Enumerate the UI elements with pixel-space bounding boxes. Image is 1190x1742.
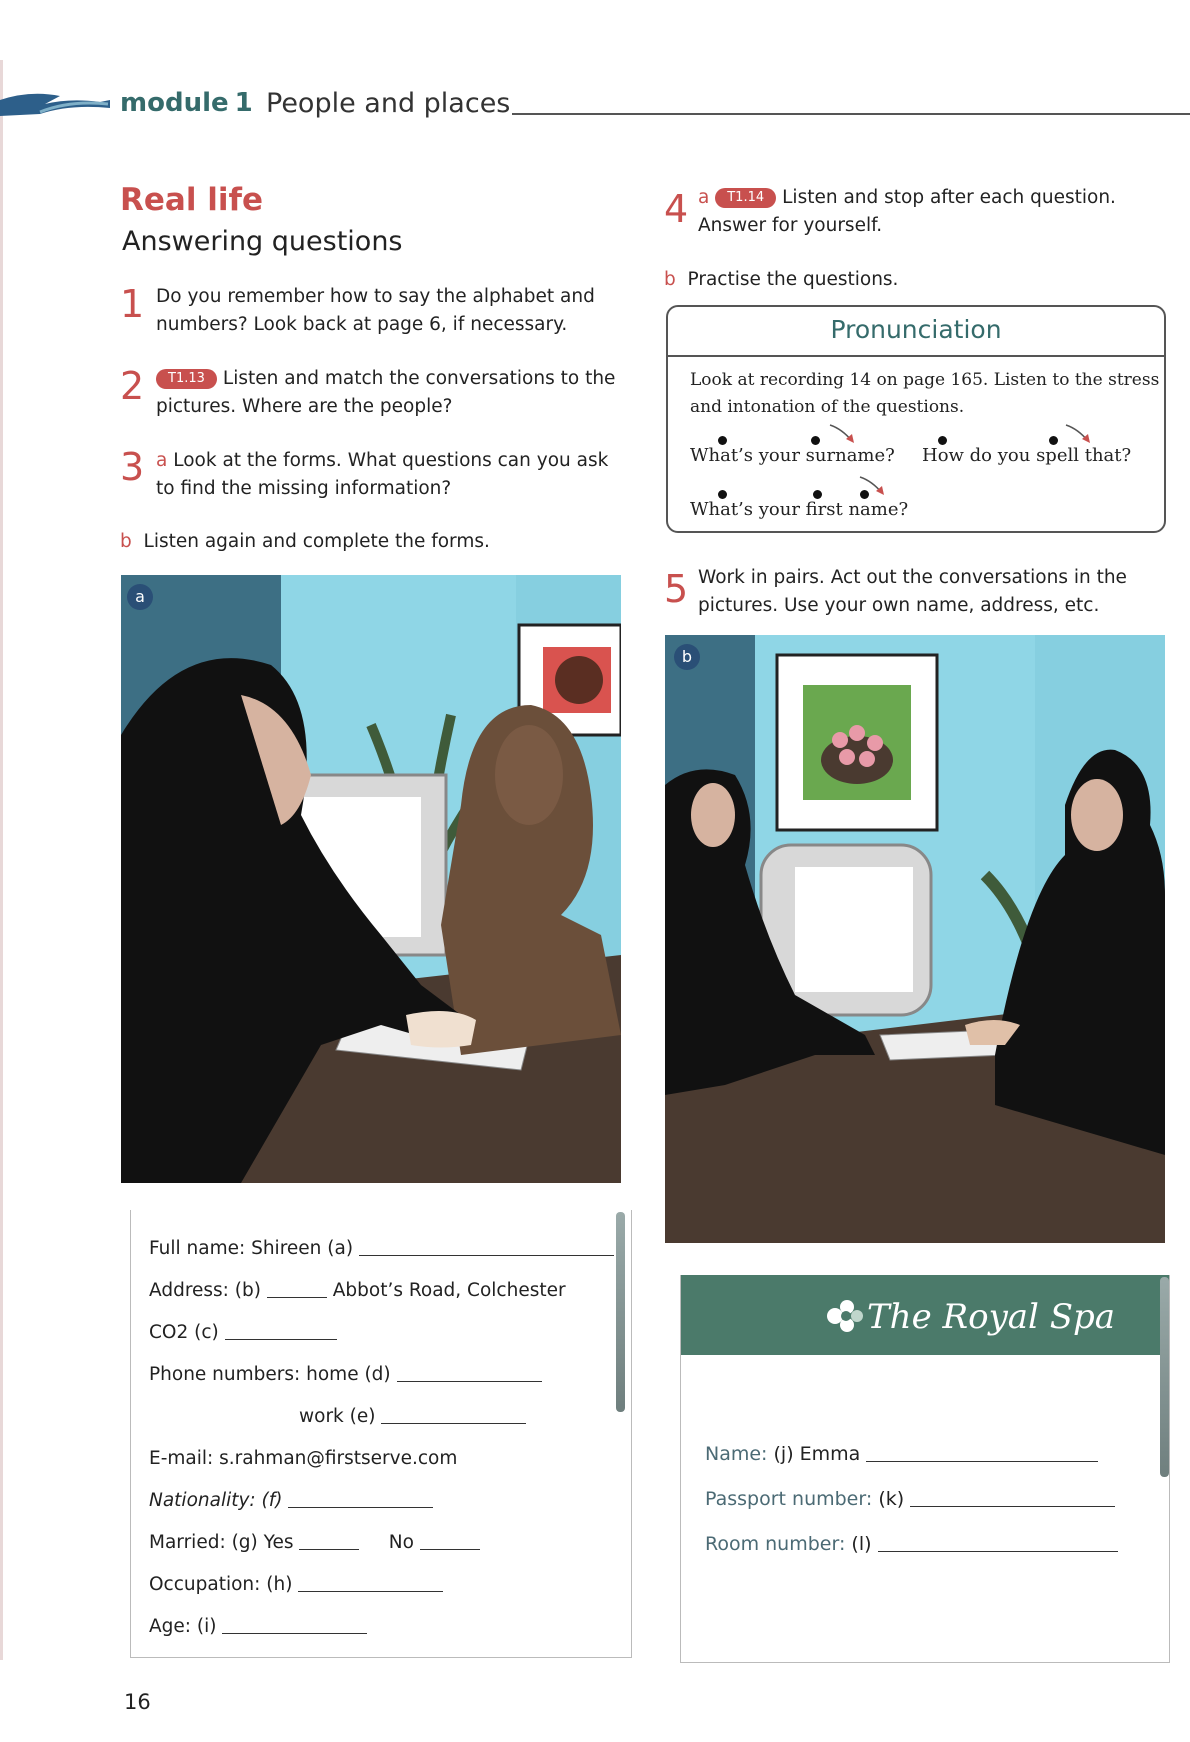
form-blank-c[interactable] bbox=[225, 1322, 337, 1340]
section-title: Real life bbox=[120, 182, 263, 218]
page-number: 16 bbox=[124, 1690, 151, 1714]
module-number: 1 bbox=[234, 88, 253, 118]
form-phone-home-label: Phone numbers: home (d) bbox=[149, 1364, 391, 1385]
form-postcode-row bbox=[149, 1322, 337, 1343]
pronunciation-question-spell: How do you spell that? bbox=[922, 445, 1132, 466]
form-postcode-label: CO2 (c) bbox=[149, 1322, 219, 1343]
exercise-4-sub-b: b bbox=[664, 269, 676, 290]
form-address-label: Address: (b) bbox=[149, 1280, 261, 1301]
exercise-1-line-1: Do you remember how to say the alphabet and bbox=[156, 286, 595, 307]
form-blank-g-yes[interactable] bbox=[299, 1532, 359, 1550]
exercise-4-text bbox=[698, 184, 1168, 240]
exercise-3-sub-a: a bbox=[156, 450, 168, 471]
form-blank-d[interactable] bbox=[397, 1364, 542, 1382]
form-address-value: Abbot’s Road, Colchester bbox=[332, 1280, 566, 1301]
exercise-2-line-2: pictures. Where are the people? bbox=[156, 396, 453, 417]
pronunciation-question-surname: What’s your surname? bbox=[690, 445, 895, 466]
royal-spa-header bbox=[681, 1275, 1169, 1355]
illustration-b bbox=[665, 635, 1165, 1243]
form-blank-h[interactable] bbox=[298, 1574, 443, 1592]
exercise-1-number: 1 bbox=[120, 282, 145, 326]
exercise-2-line-1: Listen and match the conversations to the bbox=[222, 368, 616, 389]
falling-intonation-icon bbox=[828, 423, 858, 447]
form-blank-g-no[interactable] bbox=[420, 1532, 480, 1550]
form-full-name-label: Full name: Shireen (a) bbox=[149, 1238, 354, 1259]
form-blank-a[interactable] bbox=[359, 1238, 614, 1256]
picture-b-label: b bbox=[674, 644, 700, 670]
exercise-3b-text: Listen again and complete the forms. bbox=[143, 531, 490, 552]
royal-spa-form bbox=[680, 1275, 1170, 1663]
pronunciation-rule bbox=[668, 355, 1164, 357]
spa-flower-logo-icon bbox=[825, 1299, 865, 1333]
exercise-4b bbox=[664, 266, 898, 294]
stress-dot bbox=[811, 436, 820, 445]
section-subtitle: Answering questions bbox=[122, 226, 403, 257]
pronunciation-box bbox=[666, 305, 1166, 533]
spa-name-row bbox=[705, 1443, 1098, 1465]
spa-room-value: (l) bbox=[851, 1533, 872, 1555]
form-blank-f[interactable] bbox=[288, 1490, 433, 1508]
spa-blank-j[interactable] bbox=[866, 1444, 1098, 1462]
form-occupation-row bbox=[149, 1574, 443, 1595]
illustration-a bbox=[121, 575, 621, 1183]
form-married-no: No bbox=[388, 1532, 414, 1553]
exercise-3-number: 3 bbox=[120, 445, 145, 489]
exercise-3-text bbox=[156, 447, 636, 503]
form-a bbox=[130, 1210, 632, 1658]
pronunciation-line-2: and intonation of the questions. bbox=[690, 397, 965, 417]
form-phone-work-row bbox=[299, 1406, 526, 1427]
spa-room-label: Room number: bbox=[705, 1533, 846, 1555]
exercise-2-text bbox=[156, 365, 636, 421]
pronunciation-line-1: Look at recording 14 on page 165. Listen to the stress bbox=[690, 370, 1160, 390]
exercise-4-line-2: Answer for yourself. bbox=[698, 215, 883, 236]
spa-passport-label: Passport number: bbox=[705, 1488, 873, 1510]
header-rule bbox=[512, 113, 1190, 115]
form-blank-e[interactable] bbox=[381, 1406, 526, 1424]
exercise-5-number: 5 bbox=[664, 567, 689, 611]
spa-blank-l[interactable] bbox=[878, 1534, 1118, 1552]
exercise-2-number: 2 bbox=[120, 364, 145, 408]
exercise-3b bbox=[120, 528, 490, 556]
spa-form-scrollbar[interactable] bbox=[1160, 1277, 1169, 1477]
form-address-row bbox=[149, 1280, 566, 1301]
exercise-3-sub-b: b bbox=[120, 531, 132, 552]
exercise-5-line-1: Work in pairs. Act out the conversations in the bbox=[698, 567, 1127, 588]
royal-spa-logo-text: The Royal Spa bbox=[867, 1297, 1116, 1337]
form-nationality-label: Nationality: (f) bbox=[149, 1490, 283, 1511]
module-title: People and places bbox=[266, 88, 511, 119]
audio-track-badge-2[interactable]: T1.14 bbox=[715, 188, 776, 208]
exercise-4-sub-a: a bbox=[698, 187, 710, 208]
form-nationality-row bbox=[149, 1490, 433, 1511]
spa-passport-row bbox=[705, 1488, 1115, 1510]
spa-name-label: Name: bbox=[705, 1443, 768, 1465]
exercise-1-text bbox=[156, 283, 626, 339]
exercise-3-line-2: to find the missing information? bbox=[156, 478, 452, 499]
falling-intonation-icon bbox=[858, 475, 888, 499]
form-age-label: Age: (i) bbox=[149, 1616, 217, 1637]
exercise-5-text bbox=[698, 564, 1168, 620]
form-blank-i[interactable] bbox=[222, 1616, 367, 1634]
module-word: module bbox=[120, 88, 229, 118]
stress-dot bbox=[1049, 436, 1058, 445]
exercise-4b-text: Practise the questions. bbox=[687, 269, 899, 290]
exercise-1-line-2: numbers? Look back at page 6, if necessary. bbox=[156, 314, 568, 335]
falling-intonation-icon bbox=[1064, 423, 1094, 447]
exercise-5-line-2: pictures. Use your own name, address, etc. bbox=[698, 595, 1100, 616]
form-full-name-row bbox=[149, 1238, 614, 1259]
form-age-row bbox=[149, 1616, 367, 1637]
pronunciation-instructions bbox=[690, 367, 1160, 421]
page-edge-rule bbox=[0, 60, 3, 1660]
module-label bbox=[120, 88, 253, 118]
form-occupation-label: Occupation: (h) bbox=[149, 1574, 293, 1595]
spa-passport-value: (k) bbox=[878, 1488, 905, 1510]
pronunciation-title: Pronunciation bbox=[830, 315, 1002, 344]
pronunciation-question-first-name: What’s your first name? bbox=[690, 499, 909, 520]
form-email-row: E-mail: s.rahman@firstserve.com bbox=[149, 1448, 458, 1469]
stress-dot bbox=[813, 490, 822, 499]
form-a-scrollbar[interactable] bbox=[616, 1212, 625, 1412]
exercise-3-line-1: Look at the forms. What questions can you ask bbox=[173, 450, 609, 471]
stress-dot bbox=[718, 436, 727, 445]
form-married-row bbox=[149, 1532, 480, 1553]
form-married-label: Married: (g) Yes bbox=[149, 1532, 294, 1553]
spa-name-value: (j) Emma bbox=[773, 1443, 861, 1465]
spa-blank-k[interactable] bbox=[910, 1489, 1115, 1507]
spa-room-row bbox=[705, 1533, 1118, 1555]
audio-track-badge[interactable]: T1.13 bbox=[156, 369, 217, 389]
form-blank-b[interactable] bbox=[267, 1280, 327, 1298]
picture-a-label: a bbox=[127, 584, 153, 610]
module-swoosh-icon bbox=[0, 88, 110, 118]
stress-dot bbox=[938, 436, 947, 445]
form-phone-home-row bbox=[149, 1364, 542, 1385]
exercise-4-line-1: Listen and stop after each question. bbox=[782, 187, 1116, 208]
exercise-4-number: 4 bbox=[664, 187, 689, 231]
form-phone-work-label: work (e) bbox=[299, 1406, 376, 1427]
stress-dot bbox=[718, 490, 727, 499]
